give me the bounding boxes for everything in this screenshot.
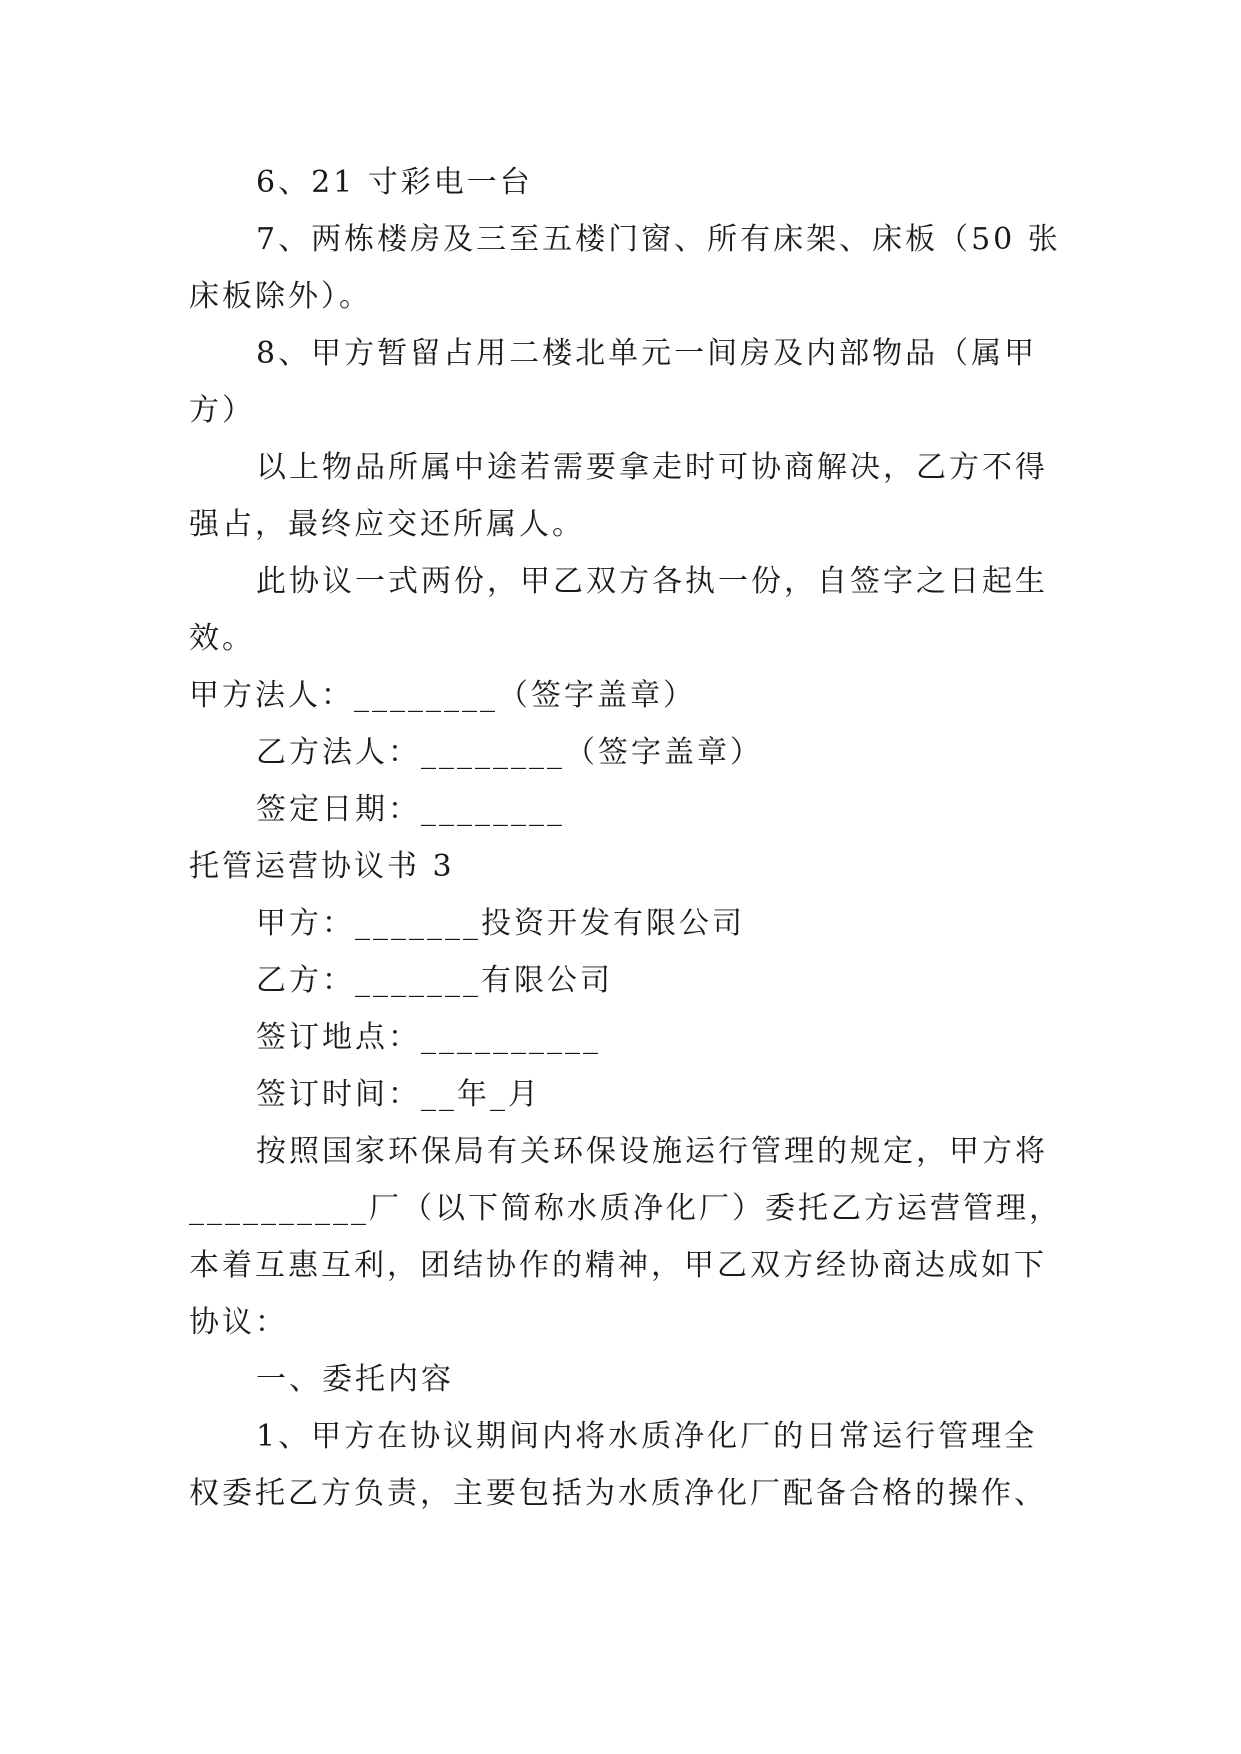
paragraph-items-note-continued: 强占，最终应交还所属人。 [189, 507, 585, 542]
list-item-8: 8、甲方暂留占用二楼北单元一间房及内部物品（属甲 [256, 336, 1038, 371]
list-item-6: 6、21 寸彩电一台 [256, 165, 533, 200]
list-item-7: 7、两栋楼房及三至五楼门窗、所有床架、床板（50 张 [256, 222, 1061, 257]
signing-date-line: 签定日期：________ [256, 792, 565, 827]
preamble-paragraph-line-2: __________厂（以下简称水质净化厂）委托乙方运营管理， [189, 1191, 1062, 1226]
signing-time-line: 签订时间：__年_月 [256, 1077, 541, 1112]
preamble-paragraph-line-3: 本着互惠互利，团结协作的精神，甲乙双方经协商达成如下 [189, 1248, 1047, 1283]
signing-place-line: 签订地点：__________ [256, 1020, 601, 1055]
party-a-signature-line: 甲方法人：________（签字盖章） [189, 678, 696, 713]
section-title: 托管运营协议书 3 [189, 849, 455, 884]
paragraph-copies: 此协议一式两份，甲乙双方各执一份，自签字之日起生 [256, 564, 1048, 599]
paragraph-items-note: 以上物品所属中途若需要拿走时可协商解决，乙方不得 [256, 450, 1048, 485]
preamble-paragraph-line-4: 协议： [189, 1305, 288, 1340]
party-a-line: 甲方：_______投资开发有限公司 [256, 906, 745, 941]
party-b-line: 乙方：_______有限公司 [256, 963, 613, 998]
clause-item-1: 1、甲方在协议期间内将水质净化厂的日常运行管理全 [256, 1419, 1038, 1454]
paragraph-copies-continued: 效。 [189, 621, 255, 656]
list-item-7-continued: 床板除外）。 [189, 279, 372, 314]
clause-heading: 一、委托内容 [256, 1362, 454, 1397]
party-b-signature-line: 乙方法人：________（签字盖章） [256, 735, 763, 770]
list-item-8-continued: 方） [189, 393, 255, 428]
preamble-paragraph: 按照国家环保局有关环保设施运行管理的规定，甲方将 [256, 1134, 1048, 1169]
clause-item-1-continued: 权委托乙方负责，主要包括为水质净化厂配备合格的操作、 [189, 1476, 1047, 1511]
